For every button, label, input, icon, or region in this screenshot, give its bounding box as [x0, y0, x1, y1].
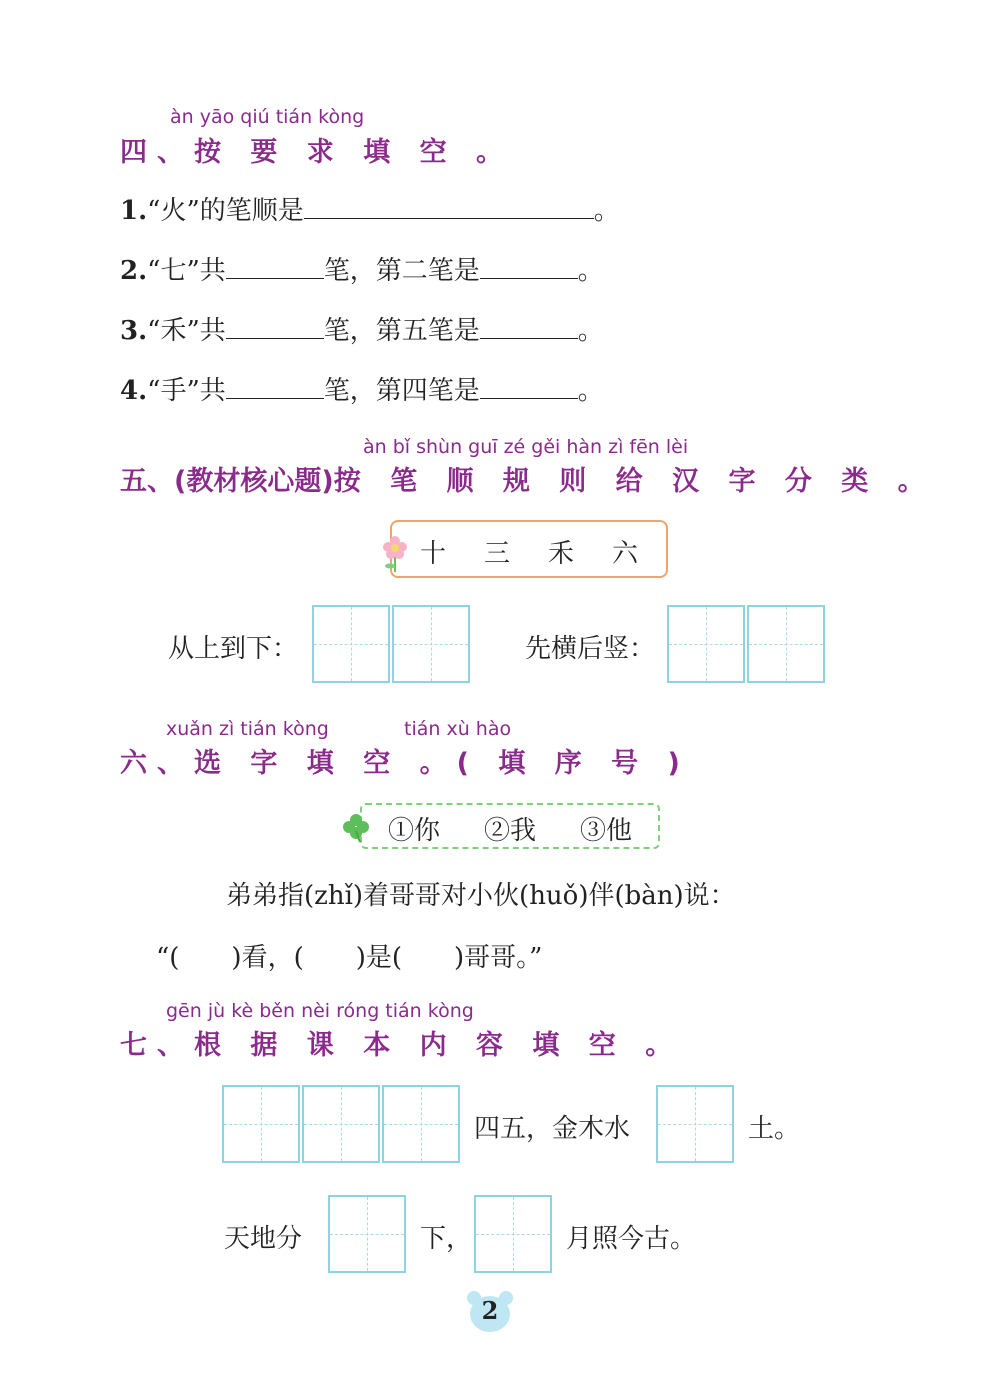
word-char: 六: [612, 539, 639, 569]
verse-text: 四五，金木水: [474, 1114, 631, 1144]
verse-text: 月照今古。: [566, 1224, 697, 1254]
section-title-4: 四、按 要 求 填 空 。: [120, 137, 513, 168]
question-text: “火”的笔顺是: [147, 196, 304, 226]
char-box[interactable]: [312, 605, 390, 683]
answer-blank[interactable]: [480, 318, 578, 339]
pinyin-line-s7: gēn jù kè běn nèi róng tián kòng: [166, 1000, 474, 1022]
question-end: 。: [577, 316, 604, 346]
char-box[interactable]: [222, 1085, 300, 1163]
passage-line-1: 弟弟指(zhǐ)着哥哥对小伙(huǒ)伴(bàn)说：: [226, 881, 736, 911]
question-end: 。: [577, 376, 604, 406]
pinyin-line-s4: àn yāo qiú tián kòng: [170, 106, 365, 128]
verse-text: 天地分: [224, 1224, 303, 1254]
label-top-to-bottom: 从上到下：: [168, 634, 299, 664]
option-1[interactable]: ①你: [388, 816, 441, 846]
pinyin-line-s6a: xuǎn zì tián kòng: [166, 718, 329, 740]
answer-blank[interactable]: [480, 378, 578, 399]
question-number: 1.: [120, 196, 148, 226]
passage-line-2: “( )看，( )是( )哥哥。”: [156, 943, 543, 973]
char-box[interactable]: [382, 1085, 460, 1163]
word-card: [390, 520, 668, 578]
char-box[interactable]: [656, 1085, 734, 1163]
section-title-prefix: 五、(教材核心题): [120, 466, 334, 497]
answer-blank[interactable]: [226, 258, 324, 279]
char-box[interactable]: [667, 605, 745, 683]
section-title-6: 六、选 字 填 空 。( 填 序 号 ): [120, 748, 690, 779]
answer-blank[interactable]: [226, 318, 324, 339]
char-box[interactable]: [302, 1085, 380, 1163]
question-2: [120, 250, 604, 287]
question-end: 。: [593, 196, 620, 226]
question-number: 3.: [120, 316, 148, 346]
question-text-mid: 笔，第二笔是: [323, 256, 480, 286]
answer-blank[interactable]: [304, 198, 594, 219]
section-title-5: [120, 459, 935, 498]
section-title-text: 按 笔 顺 规 则 给 汉 字 分 类 。: [333, 466, 935, 497]
answer-blank[interactable]: [226, 378, 324, 399]
question-text: “七”共: [147, 256, 226, 286]
word-char: 禾: [548, 539, 575, 569]
answer-blank[interactable]: [480, 258, 578, 279]
option-2[interactable]: ②我: [484, 816, 537, 846]
page-number: 2: [481, 1296, 499, 1325]
char-box[interactable]: [747, 605, 825, 683]
page-number-badge: [466, 1290, 514, 1334]
char-box[interactable]: [474, 1195, 552, 1273]
char-box[interactable]: [392, 605, 470, 683]
question-number: 4.: [120, 376, 148, 406]
question-text-mid: 笔，第四笔是: [323, 376, 480, 406]
question-4: [120, 370, 604, 407]
question-end: 。: [577, 256, 604, 286]
verse-text: 土。: [748, 1114, 801, 1144]
word-char: 十: [420, 539, 447, 569]
verse-text: 下，: [420, 1224, 473, 1254]
question-text: “禾”共: [147, 316, 226, 346]
flower-icon: [380, 534, 410, 574]
section-title-7: 七、根 据 课 本 内 容 填 空 。: [120, 1030, 683, 1061]
clover-icon: [340, 811, 372, 843]
pinyin-line-s5: àn bǐ shùn guī zé gěi hàn zì fēn lèi: [363, 436, 689, 458]
question-3: [120, 310, 604, 347]
pinyin-line-s6b: tián xù hào: [404, 718, 512, 740]
char-box[interactable]: [328, 1195, 406, 1273]
options-card: [360, 803, 660, 849]
question-1: [120, 190, 620, 227]
option-3[interactable]: ③他: [580, 816, 633, 846]
question-text: “手”共: [147, 376, 226, 406]
label-horizontal-then-vertical: 先横后竖：: [525, 634, 656, 664]
question-number: 2.: [120, 256, 148, 286]
word-char: 三: [484, 539, 511, 569]
question-text-mid: 笔，第五笔是: [323, 316, 480, 346]
